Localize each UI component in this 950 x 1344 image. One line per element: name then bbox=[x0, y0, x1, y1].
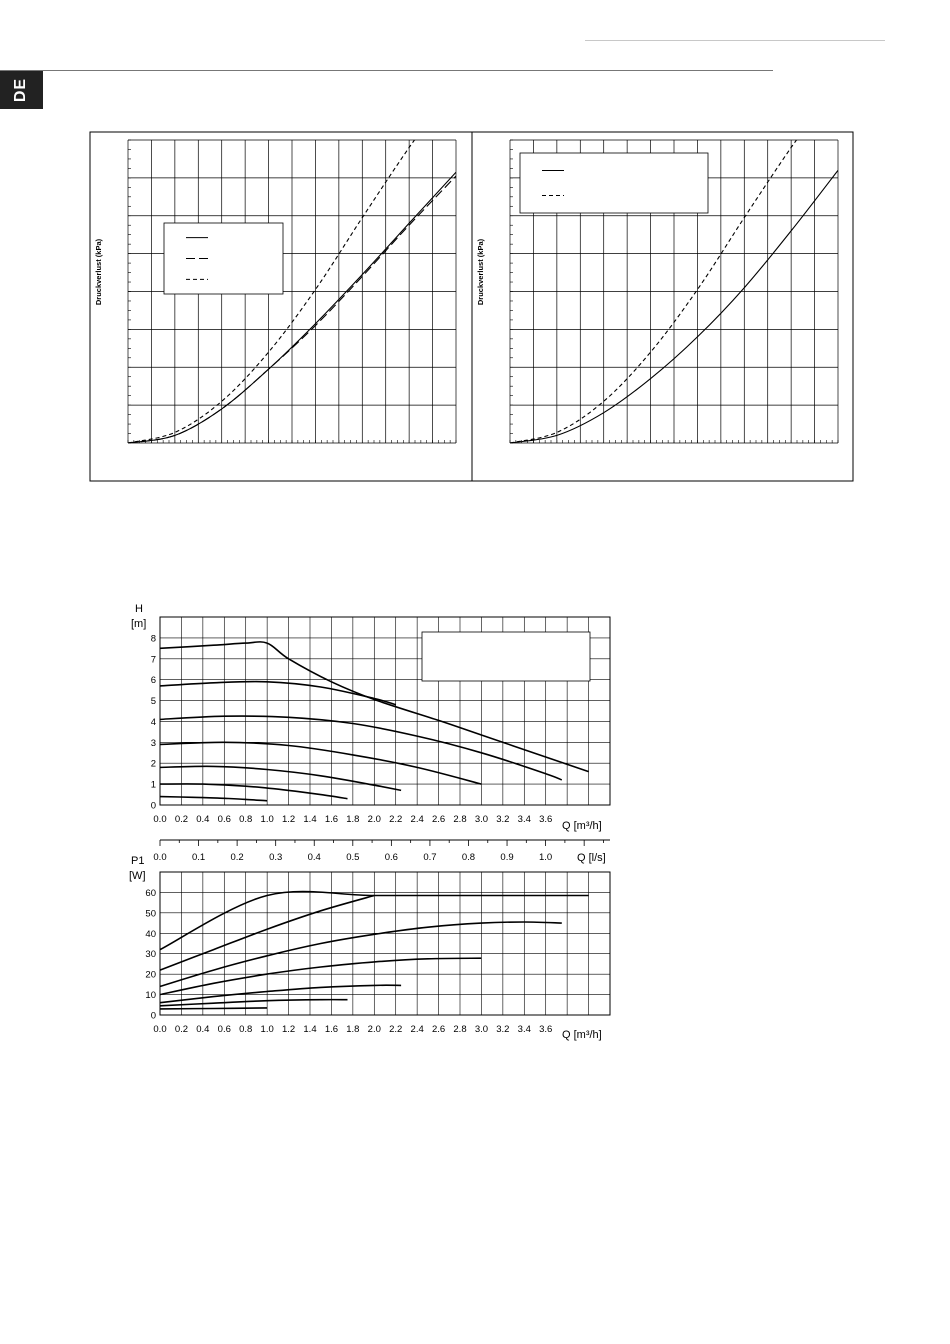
x-tick-label: 0.6 bbox=[217, 814, 231, 825]
y-tick-label: 0 bbox=[150, 1010, 156, 1022]
series-line-curve-2 bbox=[160, 1000, 348, 1006]
y-tick-label: 6 bbox=[150, 675, 156, 687]
ls-tick-label: 0.3 bbox=[269, 852, 283, 863]
x-tick-label: 1.0 bbox=[260, 814, 274, 825]
x-tick-label: 0.8 bbox=[239, 814, 253, 825]
x-tick-label: 1.0 bbox=[260, 1024, 274, 1035]
left-pressure-loss-plot bbox=[128, 83, 456, 443]
ls-tick-label: 0.8 bbox=[461, 852, 476, 863]
y-tick-label: 0 bbox=[150, 800, 156, 812]
y-tick-label: 60 bbox=[145, 887, 156, 899]
x-tick-label: 2.2 bbox=[389, 1024, 403, 1035]
series-line-curve-6 bbox=[160, 682, 396, 705]
ls-tick-label: 0.9 bbox=[500, 852, 514, 863]
x-tick-label: 3.0 bbox=[474, 814, 489, 825]
legend-box bbox=[520, 153, 708, 213]
x-tick-label: 1.4 bbox=[303, 814, 317, 825]
x-tick-label: 3.6 bbox=[539, 1024, 553, 1035]
x-tick-label: 1.6 bbox=[324, 814, 339, 825]
series-line-curve-1 bbox=[160, 1008, 267, 1009]
power-axis-unit: [W] bbox=[129, 870, 146, 882]
x-tick-label: 0.0 bbox=[153, 1024, 167, 1035]
x-tick-label: 2.6 bbox=[431, 1024, 446, 1035]
x-tick-label: 1.8 bbox=[346, 814, 360, 825]
y-tick-label: 50 bbox=[145, 908, 156, 920]
y-tick-label: 30 bbox=[145, 949, 156, 961]
y-tick-label: 4 bbox=[150, 716, 156, 728]
ls-tick-label: 0.0 bbox=[153, 852, 167, 863]
ls-tick-label: 0.6 bbox=[384, 852, 398, 863]
power-plot bbox=[145, 872, 610, 1035]
y-tick-label: 2 bbox=[150, 758, 156, 770]
right-pressure-loss-plot bbox=[510, 83, 838, 443]
x-tick-label: 3.4 bbox=[517, 1024, 531, 1035]
y-tick-label: 5 bbox=[150, 696, 156, 708]
ls-tick-label: 0.7 bbox=[423, 852, 437, 863]
y-tick-label: 10 bbox=[145, 990, 156, 1002]
series-line-curve-5 bbox=[160, 922, 562, 986]
legend-box bbox=[164, 223, 283, 294]
x-tick-label: 2.0 bbox=[367, 814, 381, 825]
ls-axis-label: Q [l/s] bbox=[577, 852, 606, 864]
x-tick-label: 1.2 bbox=[281, 1024, 296, 1035]
x-tick-label: 1.6 bbox=[324, 1024, 339, 1035]
y-tick-label: 40 bbox=[145, 928, 156, 940]
x-tick-label: 0.4 bbox=[196, 814, 210, 825]
x-tick-label: 0.2 bbox=[174, 1024, 189, 1035]
series-line-curve-4 bbox=[160, 958, 481, 994]
y-tick-label: 8 bbox=[150, 633, 156, 645]
x-tick-label: 2.4 bbox=[410, 814, 424, 825]
x-tick-label: 0.6 bbox=[217, 1024, 231, 1035]
language-tab-label: DE bbox=[12, 77, 30, 103]
y-tick-label: 20 bbox=[145, 969, 156, 981]
left-chart-frame bbox=[90, 132, 472, 481]
ls-tick-label: 0.5 bbox=[346, 852, 360, 863]
x-tick-label: 3.2 bbox=[496, 814, 510, 825]
head-plot bbox=[151, 617, 610, 825]
x-tick-label: 1.4 bbox=[303, 1024, 317, 1035]
x-tick-label: 0.4 bbox=[196, 1024, 210, 1035]
power-xlabel: Q [m³/h] bbox=[562, 1029, 602, 1041]
flow-ls-axis bbox=[153, 840, 610, 863]
series-line-curve-3 bbox=[160, 766, 401, 790]
ls-tick-label: 0.1 bbox=[191, 852, 206, 863]
y-tick-label: 3 bbox=[150, 737, 156, 749]
series-line-curve-1 bbox=[160, 797, 267, 801]
x-tick-label: 0.8 bbox=[239, 1024, 253, 1035]
y-tick-label: 7 bbox=[150, 654, 156, 666]
x-tick-label: 2.4 bbox=[410, 1024, 424, 1035]
left-chart-ylabel: Druckverlust (kPa) bbox=[94, 238, 103, 306]
x-tick-label: 3.2 bbox=[496, 1024, 510, 1035]
x-tick-label: 2.8 bbox=[453, 1024, 467, 1035]
x-tick-label: 0.0 bbox=[153, 814, 167, 825]
x-tick-label: 0.2 bbox=[174, 814, 189, 825]
x-tick-label: 3.4 bbox=[517, 814, 531, 825]
y-tick-label: 1 bbox=[150, 779, 156, 791]
x-tick-label: 3.0 bbox=[474, 1024, 489, 1035]
ls-tick-label: 0.4 bbox=[307, 852, 321, 863]
head-axis-unit: [m] bbox=[131, 618, 147, 630]
x-tick-label: 2.0 bbox=[367, 1024, 381, 1035]
power-axis-label: P1 bbox=[131, 855, 145, 867]
head-xlabel: Q [m³/h] bbox=[562, 820, 602, 832]
series-line-curve-5 bbox=[160, 716, 562, 780]
x-tick-label: 2.6 bbox=[431, 814, 446, 825]
x-tick-label: 2.8 bbox=[453, 814, 467, 825]
x-tick-label: 2.2 bbox=[389, 814, 403, 825]
head-axis-label: H bbox=[135, 603, 143, 615]
ls-tick-label: 1.0 bbox=[538, 852, 553, 863]
legend-box bbox=[422, 632, 590, 681]
x-tick-label: 1.8 bbox=[346, 1024, 360, 1035]
ls-tick-label: 0.2 bbox=[230, 852, 244, 863]
x-tick-label: 1.2 bbox=[281, 814, 296, 825]
x-tick-label: 3.6 bbox=[539, 814, 553, 825]
right-chart-ylabel: Druckverlust (kPa) bbox=[476, 238, 485, 306]
